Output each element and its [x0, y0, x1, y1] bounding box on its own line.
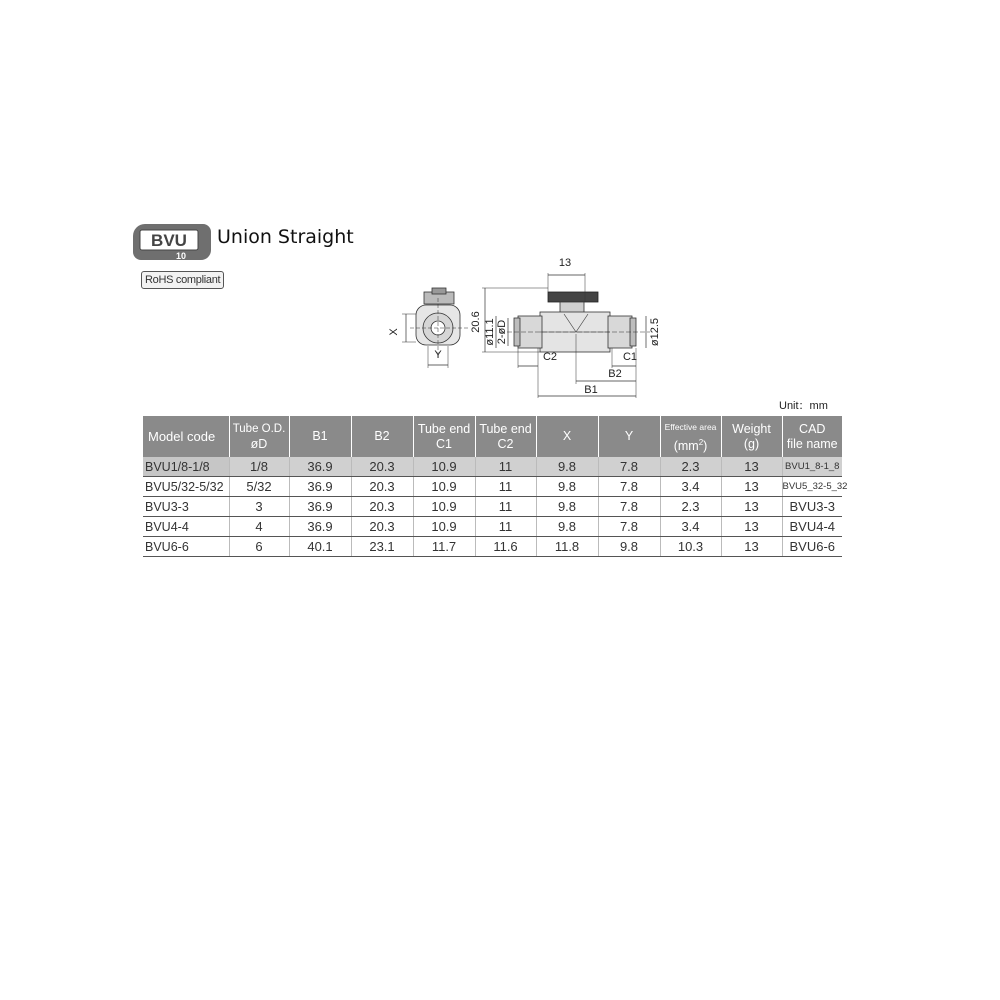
header-y: Y — [598, 416, 660, 457]
cell-weight: 13 — [721, 457, 782, 477]
cell-effective-area: 3.4 — [660, 477, 721, 497]
dim-d11-1: ø11.1 — [484, 318, 496, 346]
unit-label: Unit：mm — [779, 400, 828, 412]
cell-b2: 20.3 — [351, 477, 413, 497]
cell-cad: BVU5_32-5_32 — [782, 477, 842, 497]
spec-table — [143, 416, 848, 557]
header-c2: Tube end C2 — [475, 416, 536, 457]
cell-y: 7.8 — [598, 457, 660, 477]
table-row — [143, 497, 842, 517]
header-b2: B2 — [351, 416, 413, 457]
cell-tube-od: 3 — [229, 497, 289, 517]
header-cad: CAD file name — [782, 416, 842, 457]
table-row — [143, 537, 842, 557]
cell-b1: 36.9 — [289, 477, 351, 497]
cell-model-code: BVU4-4 — [143, 517, 229, 537]
badge-number: 10 — [175, 251, 187, 261]
cell-c2: 11 — [475, 457, 536, 477]
dim-20-6: 20.6 — [470, 311, 482, 333]
cell-y: 7.8 — [598, 477, 660, 497]
cell-x: 9.8 — [536, 517, 598, 537]
cell-x: 11.8 — [536, 537, 598, 557]
rohs-badge: RoHS compliant — [141, 271, 224, 289]
cell-effective-area: 10.3 — [660, 537, 721, 557]
cell-c2: 11.6 — [475, 537, 536, 557]
dim-13: 13 — [558, 257, 572, 269]
cell-x: 9.8 — [536, 457, 598, 477]
cell-tube-od: 1/8 — [229, 457, 289, 477]
cell-b1: 36.9 — [289, 497, 351, 517]
header-tube-od: Tube O.D. øD — [229, 416, 289, 457]
cell-cad: BVU4-4 — [782, 517, 842, 537]
cell-y: 7.8 — [598, 497, 660, 517]
badge-code: BVU — [151, 231, 187, 250]
table-header-row — [143, 416, 842, 457]
cell-c2: 11 — [475, 497, 536, 517]
dim-b1: B1 — [584, 384, 598, 396]
cell-tube-od: 5/32 — [229, 477, 289, 497]
cell-c2: 11 — [475, 517, 536, 537]
cell-weight: 13 — [721, 517, 782, 537]
dim-c1: C1 — [622, 351, 638, 363]
series-badge — [133, 222, 211, 262]
cell-effective-area: 2.3 — [660, 457, 721, 477]
cell-model-code: BVU6-6 — [143, 537, 229, 557]
cell-cad: BVU1_8-1_8 — [782, 457, 842, 477]
cell-b1: 36.9 — [289, 457, 351, 477]
cell-tube-od: 6 — [229, 537, 289, 557]
dim-d12-5: ø12.5 — [649, 317, 661, 347]
cell-cad: BVU3-3 — [782, 497, 842, 517]
header-effective-area: Effective area $(mm^2)$ — [660, 416, 721, 457]
cell-weight: 13 — [721, 497, 782, 517]
header-weight: Weight (g) — [721, 416, 782, 457]
dim-2-od: 2-øD — [496, 319, 508, 345]
cell-c1: 10.9 — [413, 477, 475, 497]
dim-x: X — [388, 328, 400, 336]
cell-y: 9.8 — [598, 537, 660, 557]
cell-y: 7.8 — [598, 517, 660, 537]
cell-c1: 10.9 — [413, 497, 475, 517]
cell-c1: 10.9 — [413, 517, 475, 537]
page-title: Union Straight — [217, 226, 354, 248]
cell-model-code: BVU5/32-5/32 — [143, 477, 229, 497]
cell-x: 9.8 — [536, 497, 598, 517]
cell-c1: 10.9 — [413, 457, 475, 477]
table-row — [143, 517, 842, 537]
table-row — [143, 477, 842, 497]
dim-b2: B2 — [608, 368, 622, 380]
dim-c2: C2 — [542, 351, 558, 363]
header-x: X — [536, 416, 598, 457]
cell-x: 9.8 — [536, 477, 598, 497]
cell-effective-area: 3.4 — [660, 517, 721, 537]
cell-model-code: BVU3-3 — [143, 497, 229, 517]
header-c1: Tube end C1 — [413, 416, 475, 457]
cell-tube-od: 4 — [229, 517, 289, 537]
dim-y: Y — [434, 349, 442, 361]
header-b1: B1 — [289, 416, 351, 457]
cell-b2: 20.3 — [351, 517, 413, 537]
cell-c1: 11.7 — [413, 537, 475, 557]
header-model-code: Model code — [143, 416, 229, 457]
technical-drawing — [380, 250, 680, 405]
cell-effective-area: 2.3 — [660, 497, 721, 517]
table-row — [143, 457, 842, 477]
cell-weight: 13 — [721, 537, 782, 557]
front-view — [500, 292, 650, 352]
cell-b1: 40.1 — [289, 537, 351, 557]
cell-b2: 20.3 — [351, 457, 413, 477]
cell-b1: 36.9 — [289, 517, 351, 537]
cell-model-code: BVU1/8-1/8 — [143, 457, 229, 477]
cell-b2: 20.3 — [351, 497, 413, 517]
cell-c2: 11 — [475, 477, 536, 497]
cell-b2: 23.1 — [351, 537, 413, 557]
cell-cad: BVU6-6 — [782, 537, 842, 557]
cell-weight: 13 — [721, 477, 782, 497]
